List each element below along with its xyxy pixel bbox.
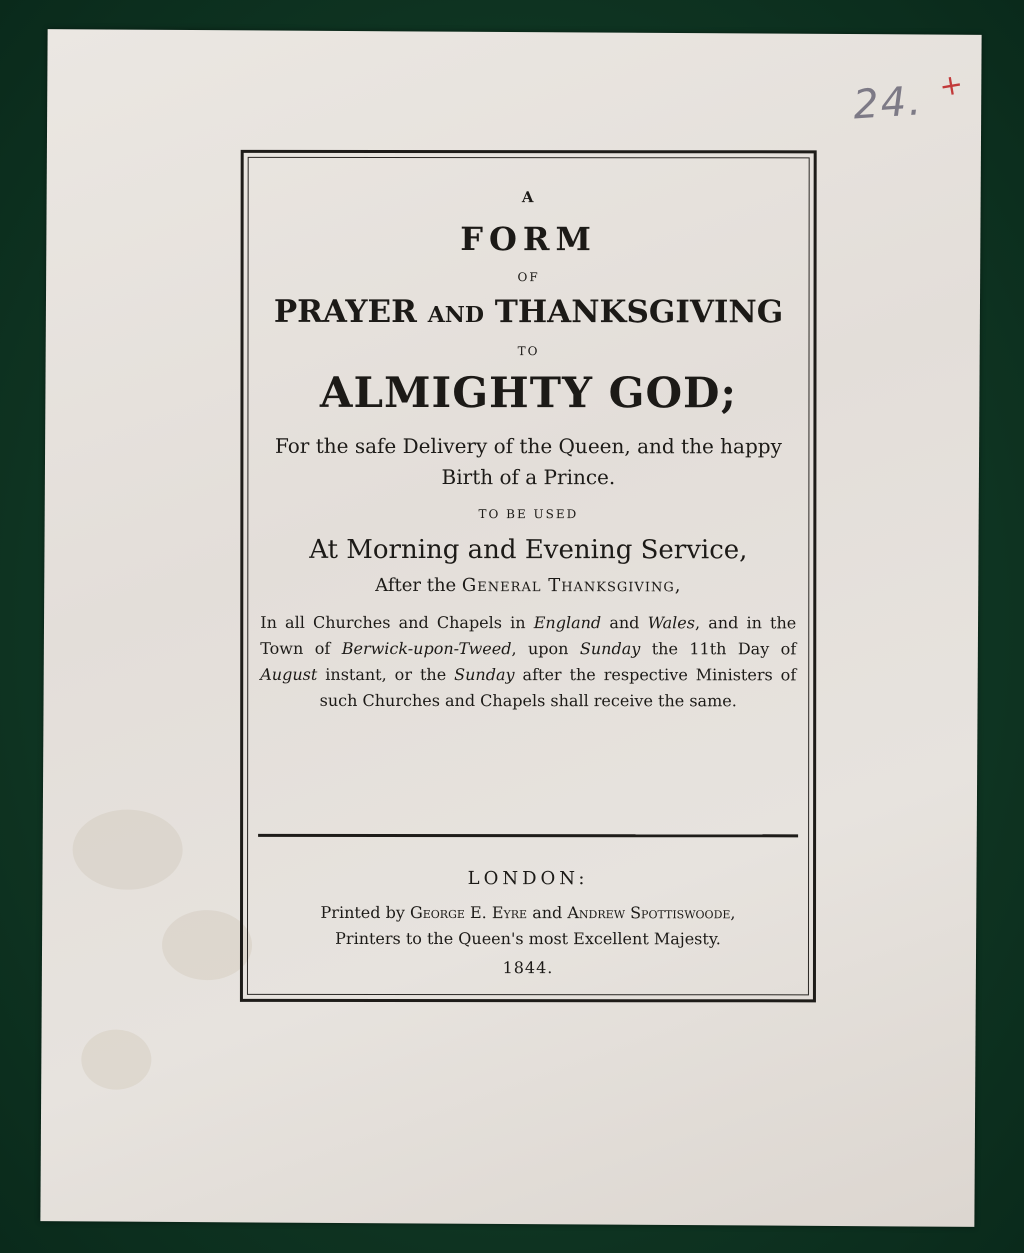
imprint-year: 1844.: [502, 958, 554, 978]
to-be-used-line: TO BE USED: [478, 507, 579, 522]
general-thanksgiving: General Thanksgiving,: [461, 575, 682, 597]
churches-text: , upon: [511, 639, 580, 659]
churches-text: and: [601, 613, 648, 633]
churches-paragraph: [248, 610, 808, 714]
printer-spottiswoode: Andrew Spottiswoode,: [567, 903, 736, 923]
printer-eyre: George E. Eyre: [409, 903, 528, 923]
imprint-city: LONDON:: [467, 868, 589, 890]
red-cross-mark: +: [936, 66, 966, 104]
paper-stain: [162, 910, 252, 981]
title-word-thanksgiving: THANKSGIVING: [494, 294, 784, 331]
day-sunday: Sunday: [454, 665, 515, 685]
paper-stain: [72, 809, 182, 890]
title-line-prayer: [249, 294, 809, 330]
after-prefix: After the: [375, 574, 457, 597]
place-england: England: [533, 613, 602, 633]
printers-to-queen: Printers to the Queen's most Excellent Majesty.: [335, 928, 721, 949]
title-line-almighty-god: ALMIGHTY GOD;: [319, 367, 738, 418]
title-line-form: FORM: [460, 220, 597, 259]
title-frame-inner: [247, 157, 810, 995]
printed-and: and: [532, 903, 563, 923]
printed-by: Printed by: [320, 902, 405, 922]
title-word-prayer: PRAYER: [273, 293, 417, 331]
document-sheet: [40, 29, 981, 1227]
title-line-of: OF: [517, 270, 540, 285]
paper-stain: [81, 1029, 151, 1089]
occasion-text: For the safe Delivery of the Queen, and the happy Birth of a Prince.: [274, 433, 782, 490]
service-line: At Morning and Evening Service,: [309, 534, 748, 566]
handwritten-number: 24.: [851, 78, 925, 129]
after-thanksgiving-line: [248, 575, 808, 596]
title-frame: [240, 150, 817, 1003]
place-berwick: Berwick-upon-Tweed: [341, 638, 512, 659]
churches-text: the 11th Day of: [640, 639, 797, 659]
title-line-to: TO: [517, 344, 540, 359]
month-august: August: [260, 664, 318, 684]
churches-text: In all Churches and Chapels in: [260, 612, 534, 633]
title-word-and: AND: [427, 302, 485, 329]
place-wales: Wales: [647, 613, 695, 633]
churches-text: after the respective Ministers of such Churches and Chapels shall receive the same.: [319, 665, 797, 711]
churches-text: instant, or the: [317, 664, 455, 685]
day-sunday: Sunday: [579, 639, 641, 659]
title-line-a: A: [521, 188, 536, 207]
churches-text: , and in the Town of: [260, 613, 797, 658]
horizontal-rule: [258, 834, 798, 837]
imprint-printers: [248, 900, 808, 952]
